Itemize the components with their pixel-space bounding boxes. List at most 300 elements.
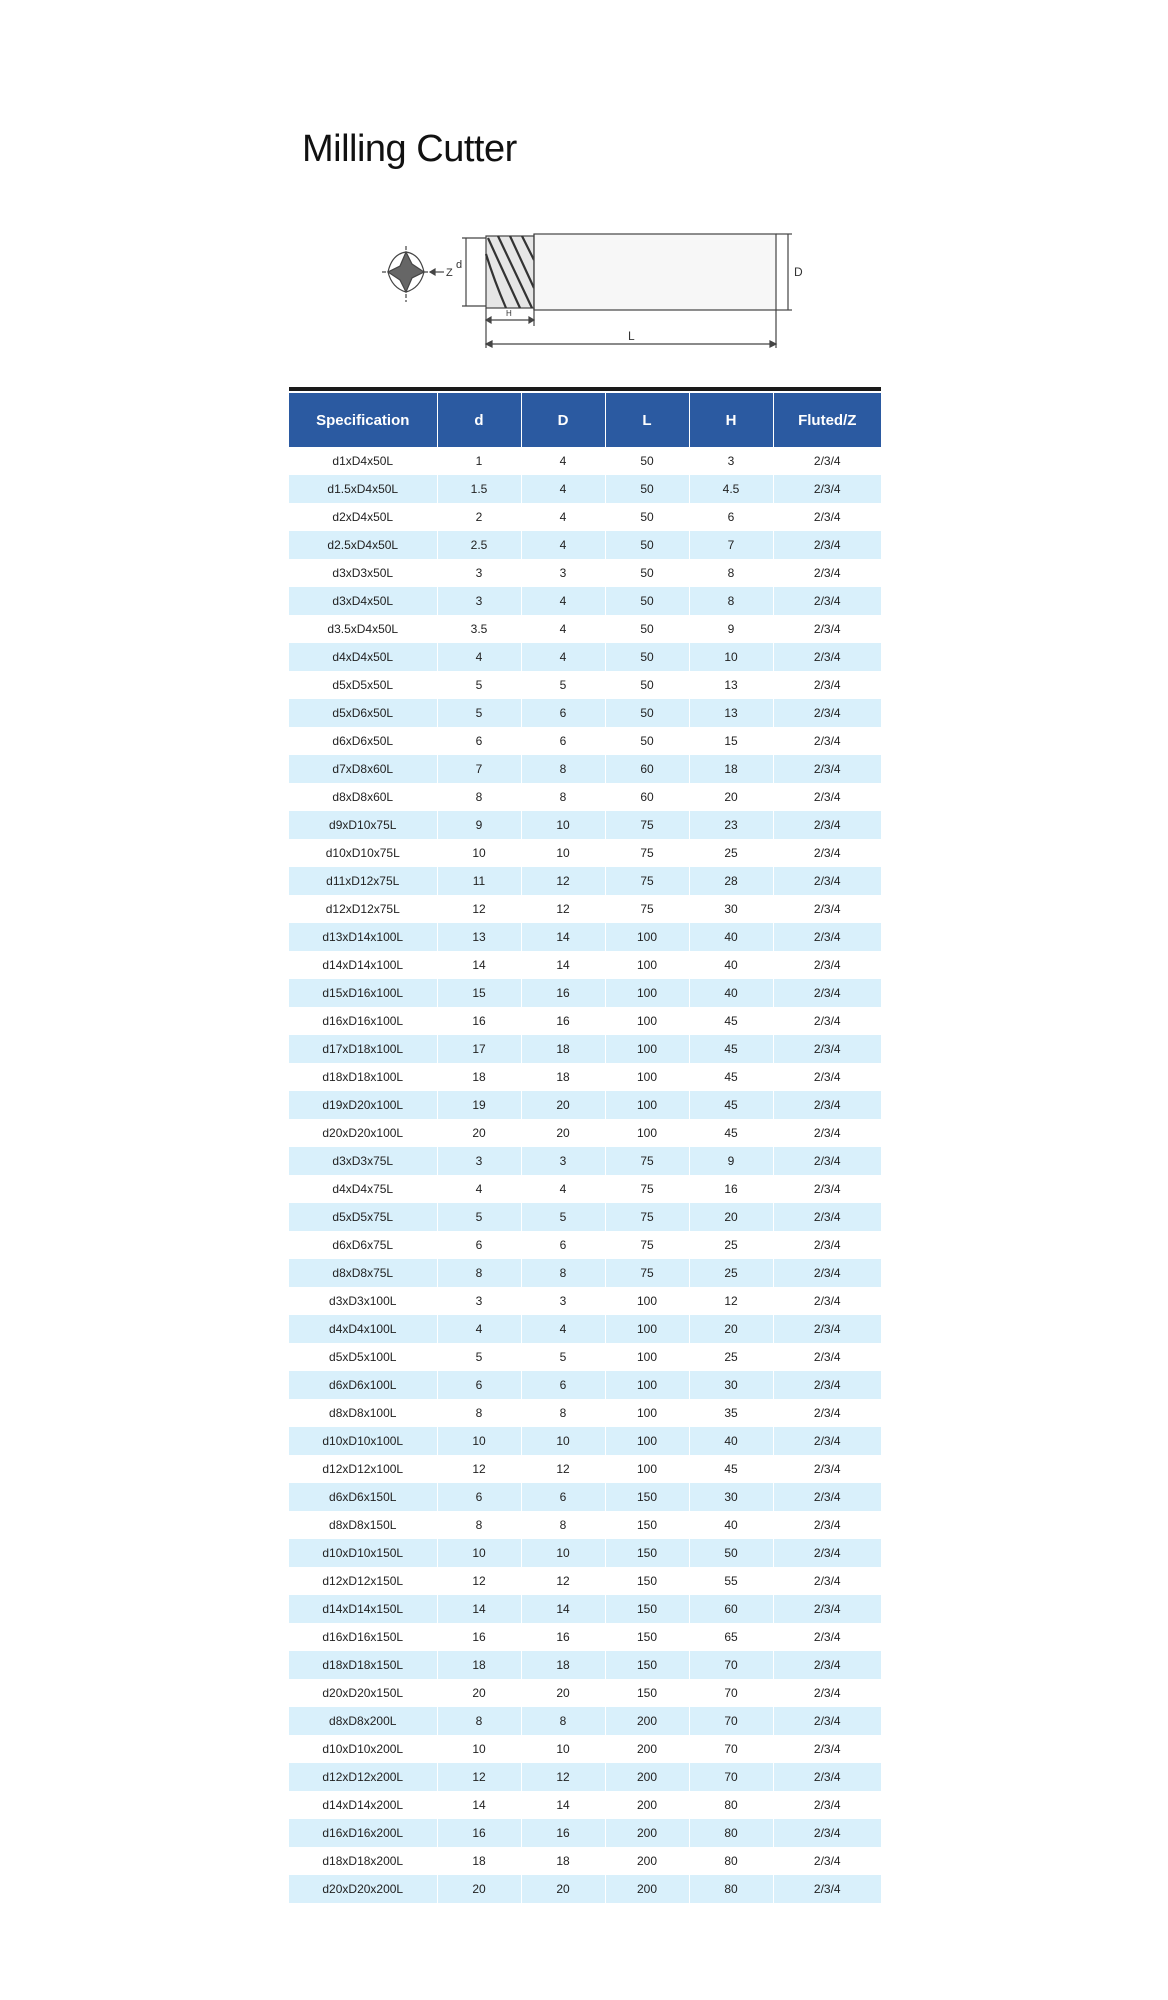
cell-H: 40 bbox=[689, 1511, 773, 1539]
cell-D: 5 bbox=[521, 671, 605, 699]
cell-D: 6 bbox=[521, 1371, 605, 1399]
cell-d: 5 bbox=[437, 1203, 521, 1231]
cell-specification: d6xD6x150L bbox=[289, 1483, 437, 1511]
cell-d: 3 bbox=[437, 559, 521, 587]
cell-H: 20 bbox=[689, 783, 773, 811]
table-row bbox=[289, 783, 881, 811]
cell-H: 16 bbox=[689, 1175, 773, 1203]
cell-D: 6 bbox=[521, 699, 605, 727]
cell-d: 10 bbox=[437, 1427, 521, 1455]
cell-specification: d20xD20x200L bbox=[289, 1875, 437, 1903]
cell-H: 40 bbox=[689, 979, 773, 1007]
table-row bbox=[289, 1455, 881, 1483]
cell-L: 100 bbox=[605, 1091, 689, 1119]
cell-d: 9 bbox=[437, 811, 521, 839]
cell-fluted: 2/3/4 bbox=[773, 1035, 881, 1063]
cell-L: 200 bbox=[605, 1875, 689, 1903]
cell-specification: d16xD16x150L bbox=[289, 1623, 437, 1651]
cell-L: 150 bbox=[605, 1483, 689, 1511]
cell-d: 10 bbox=[437, 1539, 521, 1567]
table-row bbox=[289, 1315, 881, 1343]
cell-H: 80 bbox=[689, 1819, 773, 1847]
cell-d: 3 bbox=[437, 1147, 521, 1175]
cell-d: 18 bbox=[437, 1651, 521, 1679]
cell-fluted: 2/3/4 bbox=[773, 1119, 881, 1147]
cell-specification: d6xD6x75L bbox=[289, 1231, 437, 1259]
cell-d: 20 bbox=[437, 1875, 521, 1903]
cell-L: 200 bbox=[605, 1819, 689, 1847]
cell-L: 75 bbox=[605, 1147, 689, 1175]
table-row bbox=[289, 1819, 881, 1847]
table-row bbox=[289, 1735, 881, 1763]
cell-L: 150 bbox=[605, 1651, 689, 1679]
cell-L: 75 bbox=[605, 1231, 689, 1259]
cell-L: 50 bbox=[605, 475, 689, 503]
label-z: Z bbox=[446, 267, 453, 279]
cell-D: 4 bbox=[521, 1315, 605, 1343]
cell-specification: d14xD14x200L bbox=[289, 1791, 437, 1819]
cell-L: 50 bbox=[605, 643, 689, 671]
cell-fluted: 2/3/4 bbox=[773, 1007, 881, 1035]
cell-L: 50 bbox=[605, 671, 689, 699]
cell-specification: d9xD10x75L bbox=[289, 811, 437, 839]
cell-d: 6 bbox=[437, 727, 521, 755]
table-row bbox=[289, 1651, 881, 1679]
cell-L: 150 bbox=[605, 1567, 689, 1595]
cell-fluted: 2/3/4 bbox=[773, 1847, 881, 1875]
cell-D: 12 bbox=[521, 1567, 605, 1595]
cell-fluted: 2/3/4 bbox=[773, 1455, 881, 1483]
table-row bbox=[289, 727, 881, 755]
cell-D: 16 bbox=[521, 979, 605, 1007]
table-row bbox=[289, 1763, 881, 1791]
col-header-specification: Specification bbox=[289, 393, 437, 447]
cell-D: 18 bbox=[521, 1063, 605, 1091]
cell-L: 100 bbox=[605, 1371, 689, 1399]
svg-text:d: d bbox=[456, 259, 463, 271]
cell-L: 60 bbox=[605, 783, 689, 811]
cell-fluted: 2/3/4 bbox=[773, 1399, 881, 1427]
cell-d: 8 bbox=[437, 1707, 521, 1735]
cell-fluted: 2/3/4 bbox=[773, 951, 881, 979]
cell-d: 13 bbox=[437, 923, 521, 951]
cell-fluted: 2/3/4 bbox=[773, 1063, 881, 1091]
cell-D: 4 bbox=[521, 475, 605, 503]
cell-D: 3 bbox=[521, 1287, 605, 1315]
cell-fluted: 2/3/4 bbox=[773, 475, 881, 503]
table-row bbox=[289, 951, 881, 979]
cell-L: 75 bbox=[605, 839, 689, 867]
cell-specification: d20xD20x100L bbox=[289, 1119, 437, 1147]
col-header-D: D bbox=[521, 393, 605, 447]
cell-D: 5 bbox=[521, 1203, 605, 1231]
table-row bbox=[289, 1343, 881, 1371]
cell-L: 150 bbox=[605, 1595, 689, 1623]
cell-specification: d4xD4x75L bbox=[289, 1175, 437, 1203]
cell-H: 4.5 bbox=[689, 475, 773, 503]
cell-d: 14 bbox=[437, 1791, 521, 1819]
cell-specification: d4xD4x50L bbox=[289, 643, 437, 671]
cell-L: 50 bbox=[605, 615, 689, 643]
cell-D: 4 bbox=[521, 503, 605, 531]
cell-D: 18 bbox=[521, 1651, 605, 1679]
cell-d: 17 bbox=[437, 1035, 521, 1063]
cell-D: 10 bbox=[521, 839, 605, 867]
cell-specification: d6xD6x100L bbox=[289, 1371, 437, 1399]
cell-D: 4 bbox=[521, 587, 605, 615]
table-row bbox=[289, 1259, 881, 1287]
cell-specification: d7xD8x60L bbox=[289, 755, 437, 783]
cell-d: 8 bbox=[437, 1399, 521, 1427]
cell-H: 8 bbox=[689, 587, 773, 615]
cell-L: 100 bbox=[605, 923, 689, 951]
cell-specification: d12xD12x100L bbox=[289, 1455, 437, 1483]
cell-fluted: 2/3/4 bbox=[773, 1175, 881, 1203]
cell-fluted: 2/3/4 bbox=[773, 587, 881, 615]
cell-specification: d12xD12x200L bbox=[289, 1763, 437, 1791]
cell-L: 75 bbox=[605, 811, 689, 839]
table-header-row bbox=[289, 393, 881, 447]
cell-fluted: 2/3/4 bbox=[773, 1259, 881, 1287]
cell-d: 11 bbox=[437, 867, 521, 895]
cell-D: 20 bbox=[521, 1119, 605, 1147]
table-row bbox=[289, 1567, 881, 1595]
cell-d: 5 bbox=[437, 699, 521, 727]
cell-H: 23 bbox=[689, 811, 773, 839]
table-row bbox=[289, 867, 881, 895]
cell-d: 4 bbox=[437, 1175, 521, 1203]
cell-d: 5 bbox=[437, 1343, 521, 1371]
cell-fluted: 2/3/4 bbox=[773, 811, 881, 839]
table-row bbox=[289, 1595, 881, 1623]
cell-D: 4 bbox=[521, 643, 605, 671]
cell-d: 3 bbox=[437, 1287, 521, 1315]
table-row bbox=[289, 1147, 881, 1175]
cell-L: 75 bbox=[605, 867, 689, 895]
cell-d: 16 bbox=[437, 1819, 521, 1847]
page-title: Milling Cutter bbox=[302, 128, 517, 170]
cell-fluted: 2/3/4 bbox=[773, 1483, 881, 1511]
cell-D: 8 bbox=[521, 783, 605, 811]
cell-D: 18 bbox=[521, 1847, 605, 1875]
cell-d: 20 bbox=[437, 1679, 521, 1707]
cell-fluted: 2/3/4 bbox=[773, 1231, 881, 1259]
table-row bbox=[289, 979, 881, 1007]
cell-D: 16 bbox=[521, 1623, 605, 1651]
table-row bbox=[289, 1707, 881, 1735]
cell-H: 13 bbox=[689, 699, 773, 727]
cell-specification: d14xD14x100L bbox=[289, 951, 437, 979]
cell-specification: d10xD10x75L bbox=[289, 839, 437, 867]
cell-L: 75 bbox=[605, 1203, 689, 1231]
cell-D: 12 bbox=[521, 867, 605, 895]
cell-d: 16 bbox=[437, 1623, 521, 1651]
cell-d: 6 bbox=[437, 1371, 521, 1399]
cell-L: 200 bbox=[605, 1791, 689, 1819]
cell-fluted: 2/3/4 bbox=[773, 1287, 881, 1315]
cell-H: 30 bbox=[689, 895, 773, 923]
cell-D: 12 bbox=[521, 1763, 605, 1791]
cell-H: 65 bbox=[689, 1623, 773, 1651]
col-header-fluted: Fluted/Z bbox=[773, 393, 881, 447]
cell-d: 12 bbox=[437, 1567, 521, 1595]
cell-D: 8 bbox=[521, 1511, 605, 1539]
cell-H: 50 bbox=[689, 1539, 773, 1567]
cell-D: 5 bbox=[521, 1343, 605, 1371]
table-row bbox=[289, 699, 881, 727]
cell-fluted: 2/3/4 bbox=[773, 1875, 881, 1903]
spec-table bbox=[289, 393, 881, 1903]
cell-d: 10 bbox=[437, 839, 521, 867]
side-view-icon bbox=[456, 234, 792, 348]
cell-specification: d10xD10x100L bbox=[289, 1427, 437, 1455]
cell-D: 8 bbox=[521, 1259, 605, 1287]
col-header-L: L bbox=[605, 393, 689, 447]
table-row bbox=[289, 839, 881, 867]
cell-specification: d8xD8x100L bbox=[289, 1399, 437, 1427]
cell-H: 30 bbox=[689, 1483, 773, 1511]
cell-fluted: 2/3/4 bbox=[773, 1763, 881, 1791]
cell-specification: d1.5xD4x50L bbox=[289, 475, 437, 503]
cell-L: 100 bbox=[605, 979, 689, 1007]
cell-fluted: 2/3/4 bbox=[773, 531, 881, 559]
cell-fluted: 2/3/4 bbox=[773, 1539, 881, 1567]
cell-D: 10 bbox=[521, 1539, 605, 1567]
cell-d: 7 bbox=[437, 755, 521, 783]
cell-d: 6 bbox=[437, 1231, 521, 1259]
cell-d: 20 bbox=[437, 1119, 521, 1147]
cell-H: 25 bbox=[689, 839, 773, 867]
cell-fluted: 2/3/4 bbox=[773, 727, 881, 755]
cell-d: 3.5 bbox=[437, 615, 521, 643]
cell-D: 16 bbox=[521, 1819, 605, 1847]
cell-D: 14 bbox=[521, 923, 605, 951]
cell-D: 12 bbox=[521, 895, 605, 923]
cell-fluted: 2/3/4 bbox=[773, 839, 881, 867]
table-row bbox=[289, 923, 881, 951]
cell-fluted: 2/3/4 bbox=[773, 895, 881, 923]
cell-specification: d2xD4x50L bbox=[289, 503, 437, 531]
cell-L: 100 bbox=[605, 1007, 689, 1035]
cell-L: 50 bbox=[605, 447, 689, 475]
table-row bbox=[289, 643, 881, 671]
cell-D: 6 bbox=[521, 727, 605, 755]
cell-d: 12 bbox=[437, 895, 521, 923]
cell-fluted: 2/3/4 bbox=[773, 1735, 881, 1763]
cell-L: 50 bbox=[605, 727, 689, 755]
cell-specification: d11xD12x75L bbox=[289, 867, 437, 895]
table-row bbox=[289, 587, 881, 615]
cell-D: 8 bbox=[521, 755, 605, 783]
cell-fluted: 2/3/4 bbox=[773, 1511, 881, 1539]
cell-fluted: 2/3/4 bbox=[773, 447, 881, 475]
cell-D: 3 bbox=[521, 1147, 605, 1175]
cell-specification: d1xD4x50L bbox=[289, 447, 437, 475]
cell-H: 3 bbox=[689, 447, 773, 475]
cell-d: 2.5 bbox=[437, 531, 521, 559]
table-row bbox=[289, 531, 881, 559]
cell-specification: d10xD10x200L bbox=[289, 1735, 437, 1763]
cell-H: 70 bbox=[689, 1651, 773, 1679]
cell-D: 4 bbox=[521, 1175, 605, 1203]
cell-d: 12 bbox=[437, 1455, 521, 1483]
cell-fluted: 2/3/4 bbox=[773, 643, 881, 671]
cell-D: 14 bbox=[521, 1791, 605, 1819]
cell-specification: d12xD12x150L bbox=[289, 1567, 437, 1595]
cell-L: 100 bbox=[605, 1399, 689, 1427]
table-row bbox=[289, 1679, 881, 1707]
cell-H: 70 bbox=[689, 1707, 773, 1735]
cell-D: 3 bbox=[521, 559, 605, 587]
table-row bbox=[289, 615, 881, 643]
cell-L: 200 bbox=[605, 1735, 689, 1763]
cell-fluted: 2/3/4 bbox=[773, 867, 881, 895]
cell-D: 4 bbox=[521, 615, 605, 643]
table-row bbox=[289, 1007, 881, 1035]
cell-specification: d15xD16x100L bbox=[289, 979, 437, 1007]
table-row bbox=[289, 1287, 881, 1315]
cell-specification: d3.5xD4x50L bbox=[289, 615, 437, 643]
cell-H: 45 bbox=[689, 1063, 773, 1091]
cell-specification: d20xD20x150L bbox=[289, 1679, 437, 1707]
cell-L: 200 bbox=[605, 1707, 689, 1735]
cell-L: 50 bbox=[605, 531, 689, 559]
cell-L: 200 bbox=[605, 1847, 689, 1875]
label-L: L bbox=[628, 329, 635, 343]
cell-fluted: 2/3/4 bbox=[773, 1707, 881, 1735]
cell-d: 14 bbox=[437, 951, 521, 979]
cell-d: 15 bbox=[437, 979, 521, 1007]
cell-L: 100 bbox=[605, 1343, 689, 1371]
table-row bbox=[289, 1511, 881, 1539]
cell-D: 10 bbox=[521, 1427, 605, 1455]
table-row bbox=[289, 1119, 881, 1147]
cell-specification: d8xD8x75L bbox=[289, 1259, 437, 1287]
table-row bbox=[289, 1539, 881, 1567]
cell-H: 35 bbox=[689, 1399, 773, 1427]
cell-specification: d8xD8x200L bbox=[289, 1707, 437, 1735]
cell-d: 8 bbox=[437, 1511, 521, 1539]
cell-specification: d3xD3x75L bbox=[289, 1147, 437, 1175]
cell-fluted: 2/3/4 bbox=[773, 923, 881, 951]
cell-H: 28 bbox=[689, 867, 773, 895]
table-row bbox=[289, 1427, 881, 1455]
table-row bbox=[289, 1483, 881, 1511]
cell-specification: d18xD18x200L bbox=[289, 1847, 437, 1875]
cell-H: 13 bbox=[689, 671, 773, 699]
cell-H: 12 bbox=[689, 1287, 773, 1315]
table-row bbox=[289, 755, 881, 783]
cell-d: 18 bbox=[437, 1063, 521, 1091]
cell-fluted: 2/3/4 bbox=[773, 1203, 881, 1231]
cell-L: 75 bbox=[605, 1175, 689, 1203]
cell-L: 150 bbox=[605, 1679, 689, 1707]
cell-H: 45 bbox=[689, 1119, 773, 1147]
label-H: H bbox=[506, 309, 512, 318]
cell-L: 75 bbox=[605, 1259, 689, 1287]
cell-L: 150 bbox=[605, 1623, 689, 1651]
cell-d: 4 bbox=[437, 1315, 521, 1343]
table-row bbox=[289, 559, 881, 587]
cell-L: 100 bbox=[605, 1287, 689, 1315]
cell-specification: d16xD16x100L bbox=[289, 1007, 437, 1035]
table-row bbox=[289, 811, 881, 839]
cell-d: 3 bbox=[437, 587, 521, 615]
cell-H: 80 bbox=[689, 1791, 773, 1819]
cell-L: 50 bbox=[605, 503, 689, 531]
end-view-icon bbox=[382, 246, 444, 302]
cell-fluted: 2/3/4 bbox=[773, 1679, 881, 1707]
cell-fluted: 2/3/4 bbox=[773, 1371, 881, 1399]
cell-specification: d18xD18x150L bbox=[289, 1651, 437, 1679]
cell-H: 40 bbox=[689, 923, 773, 951]
cell-D: 4 bbox=[521, 447, 605, 475]
cell-H: 45 bbox=[689, 1035, 773, 1063]
cell-L: 150 bbox=[605, 1511, 689, 1539]
table-row bbox=[289, 1623, 881, 1651]
cell-specification: d3xD3x100L bbox=[289, 1287, 437, 1315]
cell-H: 40 bbox=[689, 951, 773, 979]
cell-specification: d14xD14x150L bbox=[289, 1595, 437, 1623]
cell-H: 18 bbox=[689, 755, 773, 783]
cell-D: 18 bbox=[521, 1035, 605, 1063]
cell-H: 45 bbox=[689, 1007, 773, 1035]
cell-specification: d6xD6x50L bbox=[289, 727, 437, 755]
cell-L: 100 bbox=[605, 1315, 689, 1343]
cell-D: 6 bbox=[521, 1483, 605, 1511]
cell-L: 100 bbox=[605, 1427, 689, 1455]
cell-D: 20 bbox=[521, 1679, 605, 1707]
cell-d: 8 bbox=[437, 1259, 521, 1287]
cell-L: 150 bbox=[605, 1539, 689, 1567]
cell-H: 70 bbox=[689, 1735, 773, 1763]
cell-fluted: 2/3/4 bbox=[773, 1623, 881, 1651]
cell-H: 60 bbox=[689, 1595, 773, 1623]
table-row bbox=[289, 1035, 881, 1063]
cell-specification: d10xD10x150L bbox=[289, 1539, 437, 1567]
cell-D: 8 bbox=[521, 1707, 605, 1735]
table-row bbox=[289, 1091, 881, 1119]
cell-fluted: 2/3/4 bbox=[773, 1343, 881, 1371]
cell-specification: d4xD4x100L bbox=[289, 1315, 437, 1343]
cell-L: 100 bbox=[605, 1035, 689, 1063]
cell-specification: d5xD5x75L bbox=[289, 1203, 437, 1231]
cell-d: 1.5 bbox=[437, 475, 521, 503]
cell-d: 4 bbox=[437, 643, 521, 671]
table-row bbox=[289, 671, 881, 699]
cell-D: 20 bbox=[521, 1091, 605, 1119]
cell-fluted: 2/3/4 bbox=[773, 979, 881, 1007]
cell-d: 10 bbox=[437, 1735, 521, 1763]
cell-specification: d5xD6x50L bbox=[289, 699, 437, 727]
cell-fluted: 2/3/4 bbox=[773, 615, 881, 643]
cell-d: 16 bbox=[437, 1007, 521, 1035]
cell-L: 100 bbox=[605, 951, 689, 979]
cell-fluted: 2/3/4 bbox=[773, 1567, 881, 1595]
table-row bbox=[289, 1203, 881, 1231]
cell-L: 100 bbox=[605, 1119, 689, 1147]
cell-specification: d3xD3x50L bbox=[289, 559, 437, 587]
cell-H: 25 bbox=[689, 1259, 773, 1287]
table-top-rule bbox=[289, 387, 881, 391]
cell-fluted: 2/3/4 bbox=[773, 699, 881, 727]
table-row bbox=[289, 503, 881, 531]
cell-specification: d16xD16x200L bbox=[289, 1819, 437, 1847]
cell-H: 10 bbox=[689, 643, 773, 671]
cell-fluted: 2/3/4 bbox=[773, 1819, 881, 1847]
cell-D: 4 bbox=[521, 531, 605, 559]
cell-H: 80 bbox=[689, 1847, 773, 1875]
